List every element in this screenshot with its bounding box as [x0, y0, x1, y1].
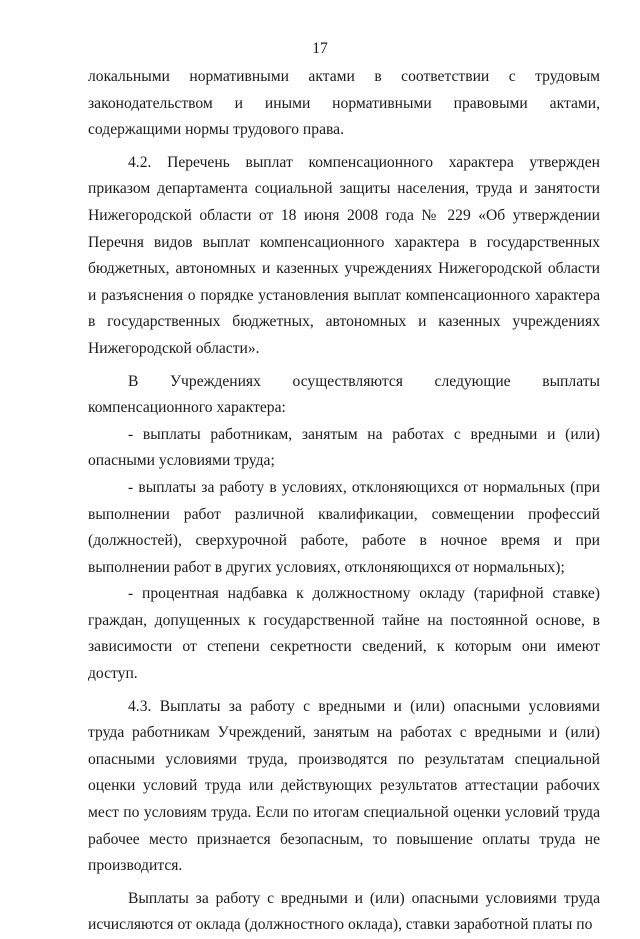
paragraph-compensation-intro: В Учреждениях осуществляются следующие выплаты компенсационного характера: — [88, 372, 600, 417]
paragraph-4-3: 4.3. Выплаты за работу с вредными и (или) опасными условиями труда работникам Учреждений, занятым на работах с вредными и (или) опасными условиями труда, производятся по результатам специальной оценки условий труда или действующих результатов аттестации рабочих мест по условиям труда. Если по итогам специальной оценки условий труда рабочее место признается безопасным, то повышение оплаты труда не производится. — [88, 697, 600, 875]
paragraph-continuation: локальными нормативными актами в соответствии с трудовым законодательством и иными нормативными правовыми актами, содержащими нормы трудового права. — [88, 68, 600, 139]
page-number: 17 — [312, 40, 328, 57]
list-item-harmful-conditions: - выплаты работникам, занятым на работах с вредными и (или) опасными условиями труда; — [88, 425, 600, 470]
paragraph-4-2: 4.2. Перечень выплат компенсационного характера утвержден приказом департамента социальной защиты населения, труда и занятости Нижегородской области от 18 июня 2008 года № 229 «Об утверждении Перечня видов выплат компенсационного характера в государственных бюджетных, автономных и казенных учреждениях Нижегородской области и разъяснения о порядке установления выплат компенсационного характера в государственных бюджетных, автономных и казенных учреждениях Нижегородской области». — [88, 153, 600, 357]
paragraph-harmful-pay-calculation: Выплаты за работу с вредными и (или) опасными условиями труда исчисляются от оклада (должностного оклада), ставки заработной платы по — [88, 889, 600, 934]
list-item-state-secret-bonus: - процентная надбавка к должностному окладу (тарифной ставке) граждан, допущенных к государственной тайне на постоянной основе, в зависимости от степени секретности сведений, к которым они имеют доступ. — [88, 585, 600, 683]
scan-corner-mark — [0, 897, 8, 905]
document-body — [88, 64, 600, 939]
list-item-abnormal-conditions: - выплаты за работу в условиях, отклоняющихся от нормальных (при выполнении работ различной квалификации, совмещении профессий (должностей), сверхурочной работе, работе в ночное время и при выполнении работ в других условиях, отклоняющихся от нормальных); — [88, 478, 600, 576]
